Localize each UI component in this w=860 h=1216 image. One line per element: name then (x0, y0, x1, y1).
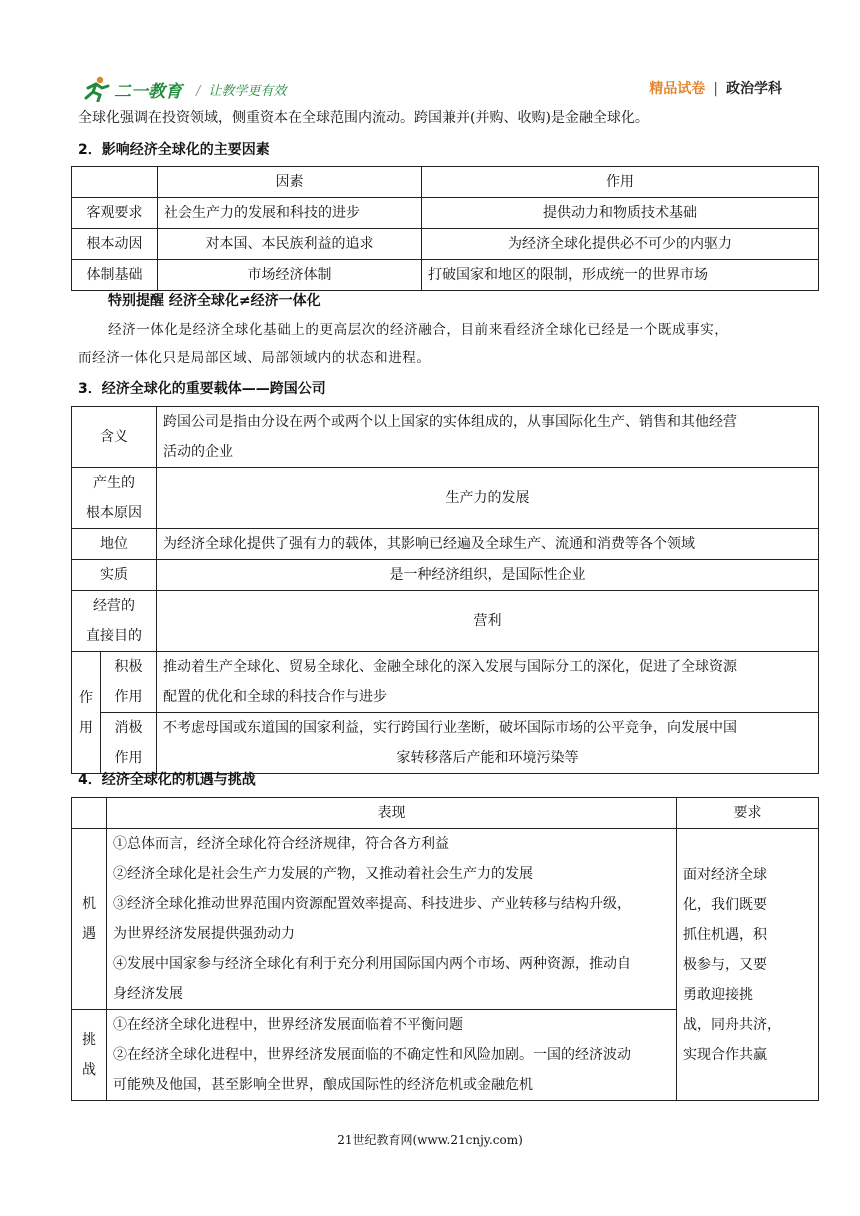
table-row (72, 260, 819, 291)
label-line: 遇 (82, 926, 96, 942)
requirement-line: 勇敢迎接挑 (683, 986, 753, 1003)
row-label-positive (101, 652, 157, 713)
requirement-line: 抓住机遇，积 (683, 926, 767, 943)
status-value: 为经济全球化提供了强有力的载体，其影响已经遍及全球生产、流通和消费等各个领域 (157, 529, 819, 560)
slogan-text: 让教学更有效 (208, 83, 287, 99)
table-header-row (72, 798, 819, 829)
section2-title: 2．影响经济全球化的主要因素 (78, 142, 270, 158)
brand-logo (78, 76, 286, 102)
challenge-line: ①在经济全球化进程中，世界经济发展面临着不平衡问题 (113, 1017, 463, 1033)
requirement-line: 化，我们既要 (683, 896, 767, 913)
challenge-cell (107, 1010, 677, 1101)
logo-text: 二一教育 (114, 81, 182, 102)
reminder-line-2: 而经济一体化只是局部区域、局部领域内的状态和进程。 (78, 350, 431, 366)
negative-line: 不考虑母国或东道国的国家利益，实行跨国行业垄断，破坏国际市场的公平竞争，向发展中国 (163, 720, 737, 736)
table-row (72, 229, 819, 260)
row-label-origin (72, 468, 157, 529)
page-footer: 21世纪教育网(www.21cnjy.com) (337, 1133, 523, 1147)
requirement-line: 极参与，又要 (683, 956, 767, 973)
row-label-status: 地位 (72, 529, 157, 560)
table-row (72, 591, 819, 652)
opportunity-line: ④发展中国家参与经济全球化有利于充分利用国际国内两个市场、两种资源，推动自 (113, 956, 631, 972)
reminder-line-1: 经济一体化是经济全球化基础上的更高层次的经济融合，目前来看经济全球化已经是一个既成事实， (108, 322, 729, 338)
table-cell: 打破国家和地区的限制，形成统一的世界市场 (422, 260, 819, 291)
reminder-title: 特别提醒 经济全球化≠经济一体化 (108, 293, 321, 309)
tag-left: 精品试卷 (649, 81, 706, 97)
label-line: 挑 (82, 1032, 96, 1048)
label-line: 战 (82, 1062, 96, 1078)
meaning-cell (157, 407, 819, 468)
table-header-cell: 作用 (422, 167, 819, 198)
table-cell: 根本动因 (72, 229, 158, 260)
table-cell: 提供动力和物质技术基础 (422, 198, 819, 229)
mnc-table (71, 406, 819, 774)
opportunity-line: ①总体而言，经济全球化符合经济规律，符合各方利益 (113, 836, 449, 852)
row-label-role (72, 652, 101, 774)
tag-separator: | (713, 81, 718, 97)
row-label-challenge (72, 1010, 107, 1101)
meaning-line: 活动的企业 (163, 444, 233, 460)
tag-subject: 政治学科 (726, 81, 782, 97)
table-cell: 对本国、本民族利益的追求 (158, 229, 422, 260)
origin-value: 生产力的发展 (157, 468, 819, 529)
row-label-negative (101, 713, 157, 774)
table-row (72, 713, 819, 774)
label-line: 用 (79, 719, 93, 736)
section4-title: 4．经济全球化的机遇与挑战 (78, 772, 256, 788)
table-header-cell: 表现 (107, 798, 677, 829)
row-label-essence: 实质 (72, 560, 157, 591)
table-row (72, 652, 819, 713)
paper-tag (649, 78, 782, 98)
label-line: 积极 (114, 659, 143, 675)
table-header-row (72, 167, 819, 198)
row-label-purpose (72, 591, 157, 652)
opportunity-line: 为世界经济发展提供强劲动力 (113, 926, 295, 942)
requirement-line: 战，同舟共济， (683, 1016, 781, 1033)
page-header (78, 76, 782, 102)
label-line: 直接目的 (86, 628, 142, 644)
table-header-cell (72, 167, 158, 198)
essence-value: 是一种经济组织，是国际性企业 (157, 560, 819, 591)
table-header-cell: 要求 (677, 798, 819, 829)
meaning-line: 跨国公司是指由分设在两个或两个以上国家的实体组成的，从事国际化生产、销售和其他经营 (163, 414, 737, 430)
table-cell: 客观要求 (72, 198, 158, 229)
positive-cell (157, 652, 819, 713)
purpose-value: 营利 (157, 591, 819, 652)
label-line: 经营的 (93, 598, 135, 614)
intro-line: 全球化强调在投资领域，侧重资本在全球范围内流动。跨国兼并(并购、收购)是金融全球化。 (78, 110, 649, 126)
challenge-line: 可能殃及他国，甚至影响全世界，酿成国际性的经济危机或金融危机 (113, 1077, 533, 1093)
opportunity-line: ③经济全球化推动世界范围内资源配置效率提高、科技进步、产业转移与结构升级， (113, 896, 631, 912)
slogan: / 让教学更有效 (196, 83, 287, 99)
running-man-logo-icon (78, 76, 112, 102)
label-line: 作 (79, 689, 93, 706)
negative-line: 家转移落后产能和环境污染等 (396, 750, 579, 766)
table-row (72, 560, 819, 591)
table-header-cell: 因素 (158, 167, 422, 198)
row-label-meaning: 含义 (72, 407, 157, 468)
table-cell: 市场经济体制 (158, 260, 422, 291)
opportunity-line: ②经济全球化是社会生产力发展的产物，又推动着社会生产力的发展 (113, 866, 533, 882)
label-line: 消极 (114, 720, 143, 736)
table-cell: 体制基础 (72, 260, 158, 291)
opportunity-line: 身经济发展 (113, 986, 183, 1002)
table-row (72, 529, 819, 560)
table-row (72, 829, 819, 1010)
opportunity-table (71, 797, 819, 1101)
table-row (72, 468, 819, 529)
positive-line: 推动着生产全球化、贸易全球化、金融全球化的深入发展与国际分工的深化，促进了全球资源 (163, 659, 737, 675)
requirement-line: 面对经济全球 (683, 866, 767, 883)
label-line: 作用 (114, 689, 143, 705)
challenge-line: ②在经济全球化进程中，世界经济发展面临的不确定性和风险加剧。一国的经济波动 (113, 1047, 631, 1063)
opportunity-cell (107, 829, 677, 1010)
requirement-cell (677, 829, 819, 1101)
table-row (72, 407, 819, 468)
label-line: 作用 (114, 750, 143, 766)
positive-line: 配置的优化和全球的科技合作与进步 (163, 689, 387, 705)
table-cell: 为经济全球化提供必不可少的内驱力 (422, 229, 819, 260)
requirement-line: 实现合作共赢 (683, 1046, 767, 1063)
section3-title: 3．经济全球化的重要载体——跨国公司 (78, 381, 326, 397)
table-header-cell (72, 798, 107, 829)
label-line: 产生的 (93, 475, 135, 491)
label-line: 机 (82, 896, 96, 912)
row-label-opportunity (72, 829, 107, 1010)
factors-table (71, 166, 819, 291)
table-row (72, 198, 819, 229)
negative-cell (157, 713, 819, 774)
label-line: 根本原因 (86, 505, 142, 521)
table-cell: 社会生产力的发展和科技的进步 (158, 198, 422, 229)
